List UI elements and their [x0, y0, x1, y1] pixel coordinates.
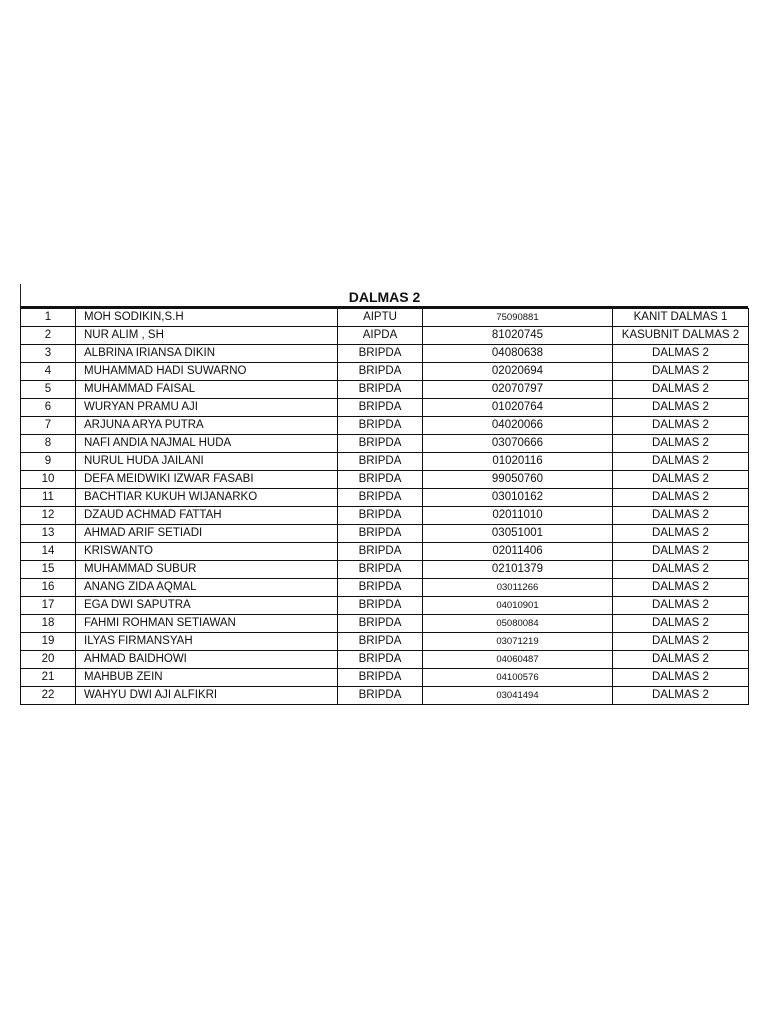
row-number: 8: [21, 435, 76, 453]
member-rank: BRIPDA: [338, 561, 423, 579]
table-row: [21, 327, 749, 345]
table-row: [21, 669, 749, 687]
member-nrp: 04060487: [423, 651, 613, 669]
member-rank: AIPDA: [338, 327, 423, 345]
member-position: DALMAS 2: [613, 489, 749, 507]
member-name: ARJUNA ARYA PUTRA: [76, 417, 338, 435]
member-rank: BRIPDA: [338, 471, 423, 489]
row-number: 21: [21, 669, 76, 687]
row-number: 5: [21, 381, 76, 399]
member-nrp: 02020694: [423, 363, 613, 381]
member-nrp: 03070666: [423, 435, 613, 453]
member-position: DALMAS 2: [613, 381, 749, 399]
member-position: KASUBNIT DALMAS 2: [613, 327, 749, 345]
member-name: ILYAS FIRMANSYAH: [76, 633, 338, 651]
row-number: 12: [21, 507, 76, 525]
member-rank: BRIPDA: [338, 525, 423, 543]
member-nrp: 02070797: [423, 381, 613, 399]
row-number: 4: [21, 363, 76, 381]
member-position: DALMAS 2: [613, 651, 749, 669]
member-nrp: 02101379: [423, 561, 613, 579]
member-rank: BRIPDA: [338, 597, 423, 615]
table-row: [21, 687, 749, 705]
member-nrp: 01020116: [423, 453, 613, 471]
row-number: 18: [21, 615, 76, 633]
member-name: MUHAMMAD FAISAL: [76, 381, 338, 399]
member-rank: BRIPDA: [338, 615, 423, 633]
member-name: MAHBUB ZEIN: [76, 669, 338, 687]
member-position: DALMAS 2: [613, 399, 749, 417]
member-nrp: 01020764: [423, 399, 613, 417]
member-position: DALMAS 2: [613, 471, 749, 489]
member-nrp: 03011266: [423, 579, 613, 597]
member-position: DALMAS 2: [613, 345, 749, 363]
member-name: DEFA MEIDWIKI IZWAR FASABI: [76, 471, 338, 489]
table-row: [21, 543, 749, 561]
member-position: DALMAS 2: [613, 507, 749, 525]
member-name: MUHAMMAD SUBUR: [76, 561, 338, 579]
member-position: DALMAS 2: [613, 543, 749, 561]
member-name: FAHMI ROHMAN SETIAWAN: [76, 615, 338, 633]
row-number: 14: [21, 543, 76, 561]
member-nrp: 03010162: [423, 489, 613, 507]
member-position: DALMAS 2: [613, 633, 749, 651]
member-rank: BRIPDA: [338, 669, 423, 687]
row-number: 11: [21, 489, 76, 507]
table-row: [21, 399, 749, 417]
row-number: 17: [21, 597, 76, 615]
member-nrp: 75090881: [423, 309, 613, 327]
member-name: ALBRINA IRIANSA DIKIN: [76, 345, 338, 363]
member-name: AHMAD ARIF SETIADI: [76, 525, 338, 543]
member-name: MOH SODIKIN,S.H: [76, 309, 338, 327]
roster-table: [20, 308, 749, 705]
member-rank: AIPTU: [338, 309, 423, 327]
member-rank: BRIPDA: [338, 417, 423, 435]
member-position: DALMAS 2: [613, 669, 749, 687]
member-name: BACHTIAR KUKUH WIJANARKO: [76, 489, 338, 507]
member-rank: BRIPDA: [338, 507, 423, 525]
member-name: WAHYU DWI AJI ALFIKRI: [76, 687, 338, 705]
table-row: [21, 525, 749, 543]
member-position: DALMAS 2: [613, 597, 749, 615]
table-row: [21, 345, 749, 363]
table-row: [21, 633, 749, 651]
member-rank: BRIPDA: [338, 381, 423, 399]
roster-body: [21, 309, 749, 705]
table-row: [21, 507, 749, 525]
member-nrp: 04100576: [423, 669, 613, 687]
member-nrp: 03041494: [423, 687, 613, 705]
member-name: AHMAD BAIDHOWI: [76, 651, 338, 669]
member-name: EGA DWI SAPUTRA: [76, 597, 338, 615]
member-name: NAFI ANDIA NAJMAL HUDA: [76, 435, 338, 453]
member-rank: BRIPDA: [338, 543, 423, 561]
member-rank: BRIPDA: [338, 453, 423, 471]
row-number: 20: [21, 651, 76, 669]
member-name: ANANG ZIDA AQMAL: [76, 579, 338, 597]
member-position: DALMAS 2: [613, 687, 749, 705]
member-position: DALMAS 2: [613, 579, 749, 597]
member-name: WURYAN PRAMU AJI: [76, 399, 338, 417]
table-row: [21, 615, 749, 633]
table-row: [21, 309, 749, 327]
member-name: NUR ALIM , SH: [76, 327, 338, 345]
member-name: KRISWANTO: [76, 543, 338, 561]
member-position: DALMAS 2: [613, 525, 749, 543]
row-number: 7: [21, 417, 76, 435]
row-number: 22: [21, 687, 76, 705]
table-row: [21, 471, 749, 489]
sheet-title: DALMAS 2: [20, 284, 748, 308]
member-rank: BRIPDA: [338, 633, 423, 651]
row-number: 15: [21, 561, 76, 579]
member-name: MUHAMMAD HADI SUWARNO: [76, 363, 338, 381]
roster-sheet: [20, 284, 748, 705]
table-row: [21, 381, 749, 399]
member-nrp: 02011406: [423, 543, 613, 561]
row-number: 2: [21, 327, 76, 345]
row-number: 9: [21, 453, 76, 471]
member-position: DALMAS 2: [613, 435, 749, 453]
table-row: [21, 579, 749, 597]
member-name: DZAUD ACHMAD FATTAH: [76, 507, 338, 525]
table-row: [21, 363, 749, 381]
row-number: 10: [21, 471, 76, 489]
member-rank: BRIPDA: [338, 579, 423, 597]
row-number: 3: [21, 345, 76, 363]
member-position: DALMAS 2: [613, 453, 749, 471]
member-rank: BRIPDA: [338, 399, 423, 417]
member-rank: BRIPDA: [338, 651, 423, 669]
member-position: DALMAS 2: [613, 363, 749, 381]
row-number: 19: [21, 633, 76, 651]
member-position: DALMAS 2: [613, 417, 749, 435]
table-row: [21, 417, 749, 435]
row-number: 6: [21, 399, 76, 417]
member-rank: BRIPDA: [338, 489, 423, 507]
member-nrp: 03071219: [423, 633, 613, 651]
member-rank: BRIPDA: [338, 435, 423, 453]
member-nrp: 03051001: [423, 525, 613, 543]
member-name: NURUL HUDA JAILANI: [76, 453, 338, 471]
table-row: [21, 489, 749, 507]
member-position: KANIT DALMAS 1: [613, 309, 749, 327]
member-rank: BRIPDA: [338, 345, 423, 363]
row-number: 16: [21, 579, 76, 597]
member-position: DALMAS 2: [613, 561, 749, 579]
member-nrp: 05080084: [423, 615, 613, 633]
member-nrp: 81020745: [423, 327, 613, 345]
member-nrp: 99050760: [423, 471, 613, 489]
member-rank: BRIPDA: [338, 687, 423, 705]
member-position: DALMAS 2: [613, 615, 749, 633]
table-row: [21, 435, 749, 453]
row-number: 13: [21, 525, 76, 543]
table-row: [21, 561, 749, 579]
table-row: [21, 453, 749, 471]
member-nrp: 04020066: [423, 417, 613, 435]
member-rank: BRIPDA: [338, 363, 423, 381]
row-number: 1: [21, 309, 76, 327]
member-nrp: 04080638: [423, 345, 613, 363]
member-nrp: 02011010: [423, 507, 613, 525]
member-nrp: 04010901: [423, 597, 613, 615]
table-row: [21, 651, 749, 669]
table-row: [21, 597, 749, 615]
